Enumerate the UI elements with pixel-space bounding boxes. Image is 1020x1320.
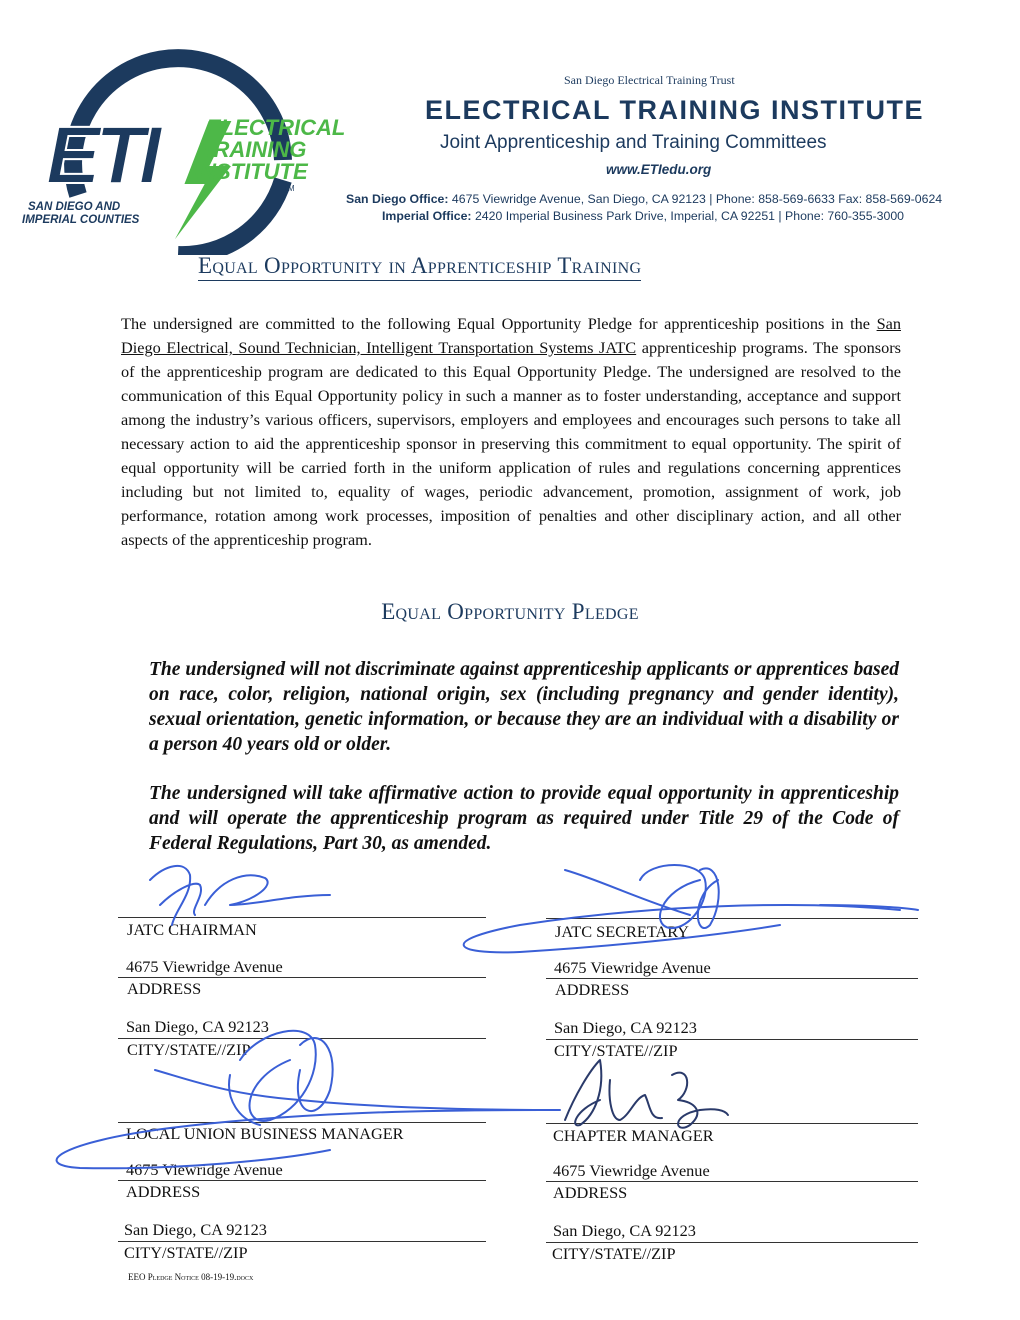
chapter-manager-address-label: ADDRESS <box>553 1183 628 1202</box>
local-union-address-label: ADDRESS <box>126 1182 201 1201</box>
jatc-chairman-address: 4675 Viewridge Avenue <box>126 957 283 976</box>
committees-name: Joint Apprenticeship and Training Committees <box>440 132 827 153</box>
chapter-manager-city-line <box>546 1242 918 1243</box>
local-union-signature-line <box>118 1122 486 1123</box>
local-union-address: 4675 Viewridge Avenue <box>126 1160 283 1179</box>
institute-name: ELECTRICAL TRAINING INSTITUTE <box>425 95 924 125</box>
imperial-office-line <box>382 209 904 223</box>
jatc-secretary-signature-line <box>546 918 918 919</box>
jatc-secretary-city: San Diego, CA 92123 <box>554 1018 697 1037</box>
document-title: Equal Opportunity in Apprenticeship Training <box>198 253 641 281</box>
jatc-chairman-address-label: ADDRESS <box>127 979 202 998</box>
imperial-office-text: 2420 Imperial Business Park Drive, Imperial, CA 92251 | Phone: 760-355-3000 <box>474 209 904 223</box>
jatc-chairman-city: San Diego, CA 92123 <box>126 1017 269 1036</box>
jatc-secretary-address: 4675 Viewridge Avenue <box>554 958 711 977</box>
chapter-manager-address-line <box>546 1181 918 1182</box>
intro-part1: The undersigned are committed to the following Equal Opportunity Pledge for apprenticeship positions in the <box>121 314 877 333</box>
logo-region2: IMPERIAL COUNTIES <box>22 214 140 226</box>
jatc-secretary-city-line <box>546 1039 918 1040</box>
pledge-paragraph-2: The undersigned will take affirmative action to provide equal opportunity in apprenticeship and will operate the apprenticeship program as required under Title 29 of the Code of Federal Regulations, Part 30, as amended. <box>149 783 899 854</box>
jatc-chairman-city-label: CITY/STATE//ZIP <box>127 1040 251 1059</box>
logo-region1: SAN DIEGO AND <box>28 201 121 213</box>
imperial-office-label: Imperial Office: <box>382 209 472 223</box>
eti-logo <box>18 45 358 255</box>
jatc-secretary-address-line <box>546 978 918 979</box>
sd-office-label: San Diego Office: <box>346 192 449 206</box>
sd-office-text: 4675 Viewridge Avenue, San Diego, CA 92123 | Phone: 858-569-6633 Fax: 858-569-0624 <box>451 192 943 206</box>
chapter-manager-label: CHAPTER MANAGER <box>553 1126 714 1145</box>
chapter-manager-city-label: CITY/STATE//ZIP <box>552 1244 676 1263</box>
intro-paragraph <box>121 312 901 552</box>
local-union-city-line <box>118 1241 486 1242</box>
chapter-manager-signature-mark <box>565 1060 728 1128</box>
logo-line3: INSTITUTE <box>194 159 308 184</box>
website-link[interactable]: www.ETIedu.org <box>606 162 712 177</box>
logo-line1: ELECTRICAL <box>206 115 346 140</box>
jatc-secretary-label: JATC SECRETARY <box>555 922 689 941</box>
sd-office-line <box>346 192 942 206</box>
trust-name: San Diego Electrical Training Trust <box>564 73 735 87</box>
pledge-title: Equal Opportunity Pledge <box>381 599 639 624</box>
pledge-paragraph-1: The undersigned will not discriminate against apprenticeship applicants or apprentices based on race, color, religion, national origin, sex (including pregnancy and gender identity), sexual orientation, genetic information, or because they are an individual with a disability or a person 40 years old or older. <box>149 659 899 755</box>
intro-program-name: San Diego Electrical, Sound Technician, Intelligent Transportation Systems JATC <box>121 314 901 357</box>
intro-part2: apprenticeship programs. The sponsors of the apprenticeship program are dedicated to this Equal Opportunity Pledge. The undersigned are resolved to the communication of this Equal Opportunity policy in such a manner as to foster understanding, acceptance and support among the industry’s various officers, supervisors, employers and employees and encourages such persons to take all necessary action to aid the apprenticeship sponsor in preserving this commitment to equal opportunity. The spirit of equal opportunity will be carried forth in the uniform application of rules and regulations concerning apprentices including but not limited to, equality of wages, periodic advancement, promotion, assignment of work, job performance, rotation among work processes, imposition of penalties and other disciplinary action, and all other aspects of the apprenticeship program. <box>121 338 901 549</box>
jatc-secretary-address-label: ADDRESS <box>555 980 630 999</box>
chapter-manager-signature-line <box>546 1123 918 1124</box>
jatc-chairman-signature-line <box>118 917 486 918</box>
logo-line2: TRAINING <box>200 137 307 162</box>
jatc-chairman-label: JATC CHAIRMAN <box>127 920 257 939</box>
local-union-city: San Diego, CA 92123 <box>124 1220 267 1239</box>
local-union-label: LOCAL UNION BUSINESS MANAGER <box>126 1124 404 1143</box>
jatc-chairman-address-line <box>118 977 486 978</box>
logo-tm: TM <box>283 184 295 193</box>
chapter-manager-city: San Diego, CA 92123 <box>553 1221 696 1240</box>
secretary-signature-mark <box>464 865 918 952</box>
local-union-city-label: CITY/STATE//ZIP <box>124 1243 248 1262</box>
chapter-manager-address: 4675 Viewridge Avenue <box>553 1161 710 1180</box>
logo-monogram: ETI <box>46 110 156 201</box>
document-filename: EEO Pledge Notice 08-19-19.docx <box>128 1272 254 1282</box>
local-union-address-line <box>118 1180 486 1181</box>
jatc-chairman-city-line <box>118 1038 486 1039</box>
jatc-secretary-city-label: CITY/STATE//ZIP <box>554 1041 678 1060</box>
